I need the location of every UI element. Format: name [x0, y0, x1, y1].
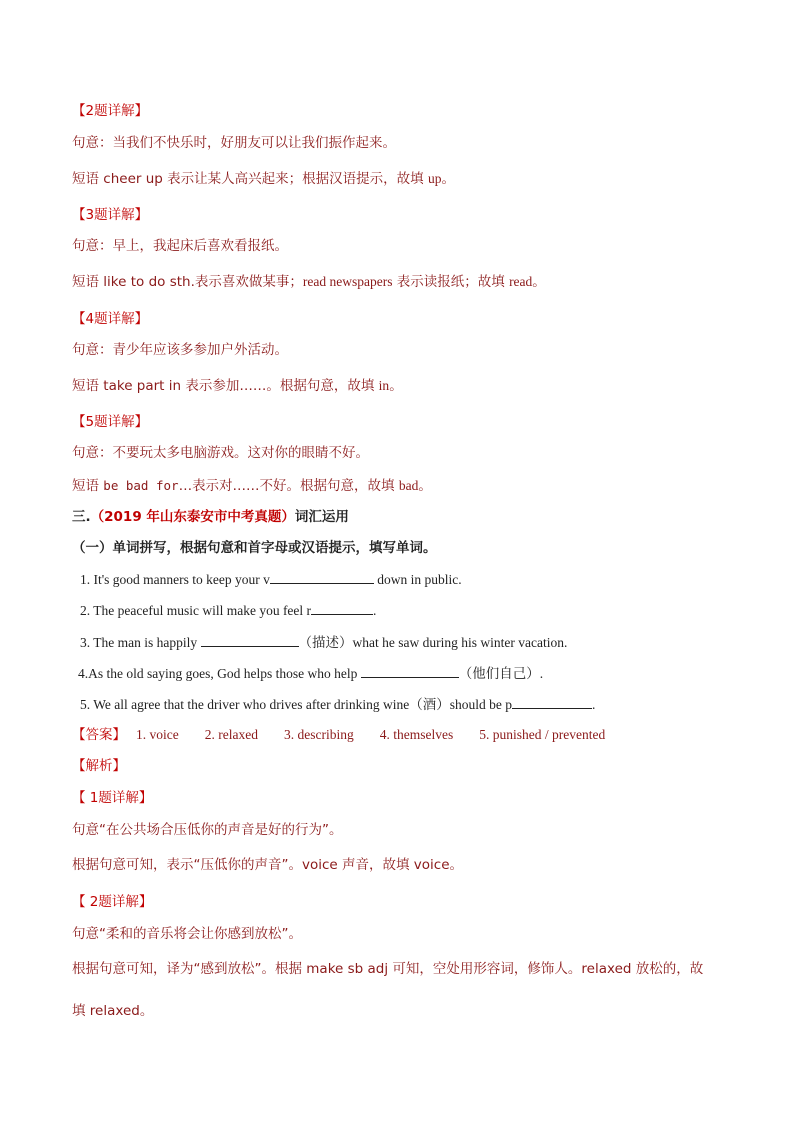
analysis-explanation-q2-line1: 根据句意可知，译为“感到放松”。根据 make sb adj 可知，空处用形容词，修饰人。relaxed 放松的，故	[72, 961, 704, 977]
sentence-meaning-q2: 句意：当我们不快乐时，好朋友可以让我们振作起来。	[72, 135, 396, 151]
analysis-sentence-q2: 句意“柔和的音乐将会让你感到放松”。	[72, 926, 302, 942]
analysis-label: 【解析】	[72, 758, 126, 774]
answer-blank	[512, 695, 592, 709]
question-4: 4.As the old saying goes, God helps those who help （他们自己）.	[78, 666, 544, 681]
question-5: 5. We all agree that the driver who drives after drinking wine（酒）should be p .	[80, 697, 596, 712]
analysis-heading-q1: 【 1题详解】	[72, 790, 153, 806]
sentence-meaning-q4: 句意：青少年应该多参加户外活动。	[72, 342, 288, 358]
analysis-explanation-q1: 根据句意可知，表示“压低你的声音”。voice 声音，故填 voice。	[72, 857, 464, 873]
question-1: 1. It's good manners to keep your v down in public.	[80, 572, 462, 587]
answer-blank	[201, 633, 299, 647]
section-title: 三.（2019 年山东泰安市中考真题）词汇运用	[72, 509, 349, 525]
section-subtitle: （一）单词拼写，根据句意和首字母或汉语提示，填写单词。	[72, 540, 437, 556]
explanation-q4: 短语 take part in 表示参加……。根据句意，故填 in。	[72, 378, 403, 394]
section-heading-q4: 【4题详解】	[72, 311, 149, 327]
analysis-sentence-q1: 句意“在公共场合压低你的声音是好的行为”。	[72, 822, 343, 838]
sentence-meaning-q3: 句意：早上，我起床后喜欢看报纸。	[72, 238, 288, 254]
question-3: 3. The man is happily （描述）what he saw during his winter vacation.	[80, 635, 568, 650]
explanation-q3: 短语 like to do sth.表示喜欢做某事；read newspapers 表示读报纸；故填 read。	[72, 274, 546, 290]
answer-line: 【答案】 1. voice 2. relaxed 3. describing 4. themselves 5. punished / prevented	[72, 727, 606, 743]
analysis-heading-q2: 【 2题详解】	[72, 894, 153, 910]
analysis-explanation-q2-line2: 填 relaxed。	[72, 1003, 154, 1019]
answer-blank	[311, 601, 373, 615]
section-heading-q3: 【3题详解】	[72, 207, 149, 223]
sentence-meaning-q5: 句意：不要玩太多电脑游戏。这对你的眼睛不好。	[72, 445, 369, 461]
answer-blank	[270, 570, 374, 584]
question-2: 2. The peaceful music will make you feel r .	[80, 603, 377, 618]
explanation-q5: 短语 be bad for…表示对……不好。根据句意，故填 bad。	[72, 478, 432, 494]
section-heading-q5: 【5题详解】	[72, 414, 149, 430]
section-heading-q2: 【2题详解】	[72, 103, 149, 119]
explanation-q2: 短语 cheer up 表示让某人高兴起来；根据汉语提示，故填 up。	[72, 171, 455, 187]
answer-blank	[361, 664, 459, 678]
